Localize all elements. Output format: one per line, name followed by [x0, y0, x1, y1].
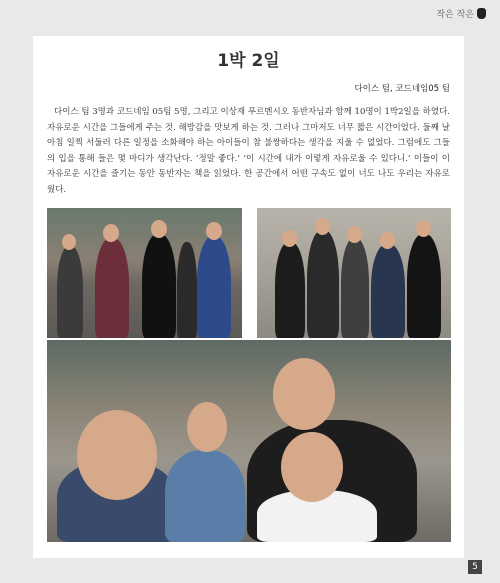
brand-text: 작은 작은: [436, 10, 474, 20]
article-title: 1박 2일: [217, 51, 280, 71]
article-page: [33, 36, 464, 558]
article-body: 다이스 팀 3명과 코드네임 05팀 5명, 그리고 이상재 푸르멘시오 동반자님과 함께 10명이 1박2일을 하였다. 자유로운 시간을 그들에게 주는 것. 해방감을 맛보게 하는 것. 그러나 그마저도 너무 짧은 시간이었다. 둘째 날 아침 일찍 서둘러 다른 일정을 소화해야 하는 아이들이 참 불쌍하다는 생각을 지울 수 없었다. 그럼에도 그들의 입을 통해 들은 몇 마디가 생각난다. ‘정말 좋다.’ ‘이 시간에 내가 이렇게 자유로울 수 있다니.’ 이들이 이 자유로운 시간을 즐기는 동안 동반자는 책을 읽었다. 한 공간에서 어떤 구속도 없이 너도 나도 우리는 자유로웠다.: [47, 107, 450, 195]
hand-icon: [477, 8, 486, 19]
photo-street-group: [47, 208, 242, 338]
brand-logo: [436, 7, 486, 20]
article-byline: 다이스 팀, 코드네임05 팀: [354, 84, 450, 94]
photo-selfie-group: [47, 340, 451, 542]
photo-wall-group: [257, 208, 451, 338]
page-number: 5: [468, 560, 482, 574]
